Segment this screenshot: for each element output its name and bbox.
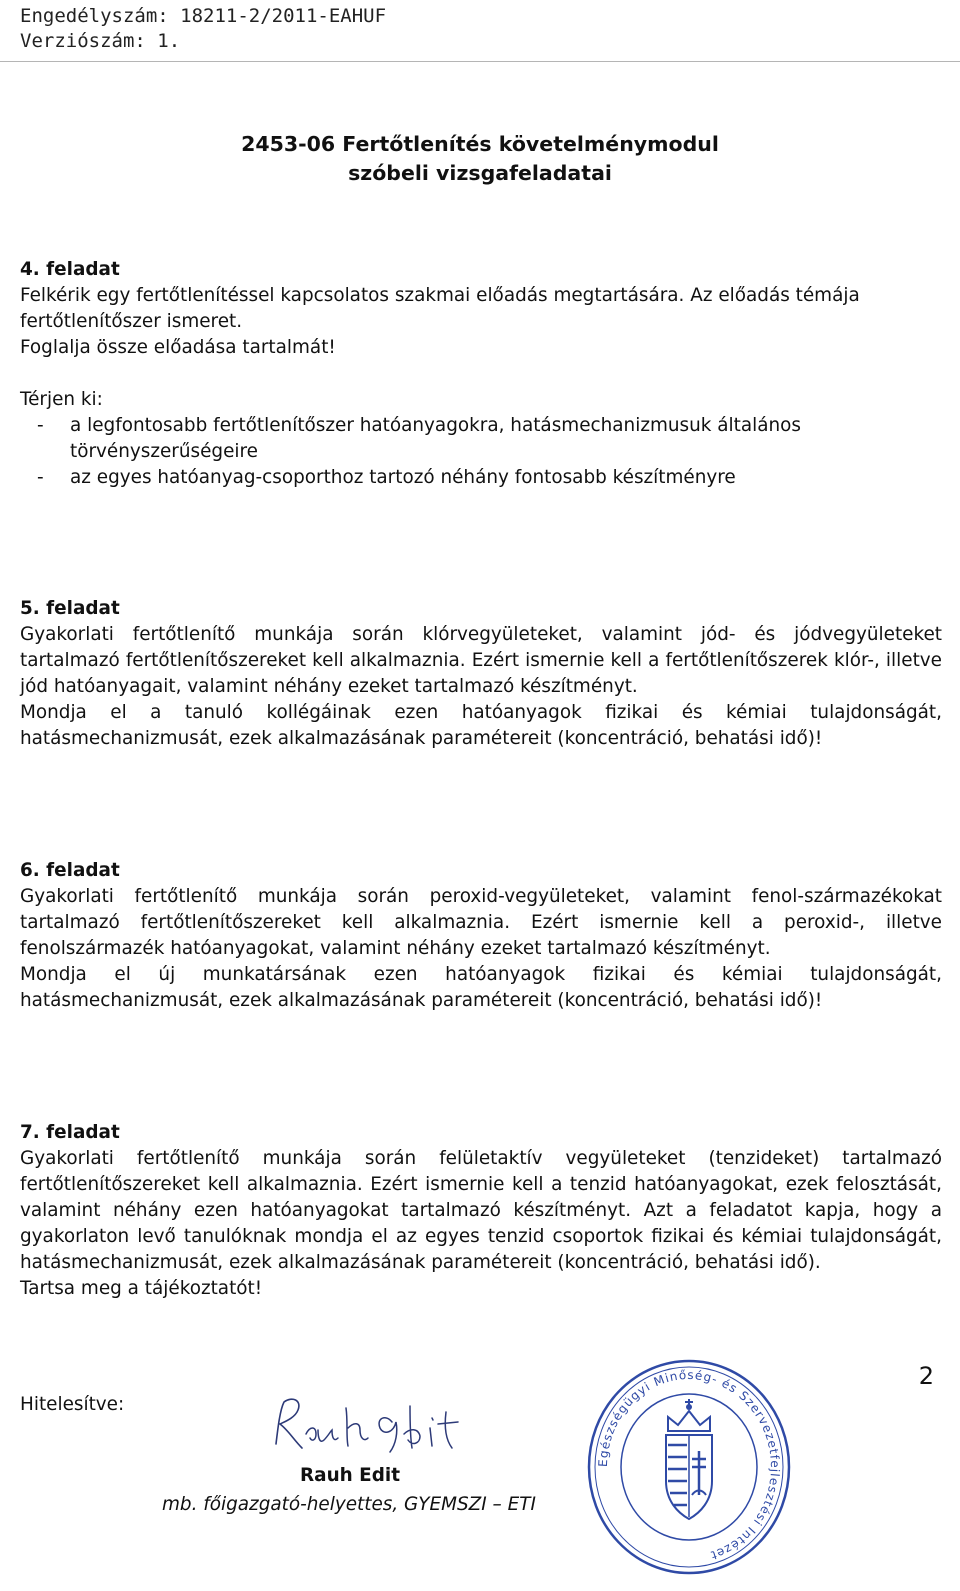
task-4-instruction: Foglalja össze előadása tartalmát!	[20, 337, 336, 358]
task-4-bullet	[20, 413, 942, 465]
task-5-heading: 5. feladat	[20, 598, 120, 619]
task-6	[20, 858, 942, 1014]
title-line-2: szóbeli vizsgafeladatai	[348, 161, 612, 185]
document-header	[20, 4, 386, 54]
title-line-1: 2453-06 Fertőtlenítés követelménymodul	[241, 132, 719, 156]
signer-name: Rauh Edit	[300, 1465, 400, 1486]
document-title	[0, 130, 960, 188]
task-4-bullet-list	[20, 413, 942, 491]
task-5-instruction: Mondja el a tanuló kollégáinak ezen hatóanyagok fizikai és kémiai tulajdonságát, hatásmechanizmusát, ezek alkalmazásának paramétereit (koncentráció, behatási idő)!	[20, 702, 942, 749]
task-7	[20, 1120, 942, 1302]
official-seal	[584, 1355, 794, 1580]
handwritten-signature	[262, 1392, 502, 1462]
task-6-instruction: Mondja el új munkatársának ezen hatóanyagok fizikai és kémiai tulajdonságát, hatásmechanizmusát, ezek alkalmazásának paramétereit (koncentráció, behatási idő)!	[20, 964, 942, 1011]
header-divider	[0, 61, 960, 62]
task-7-instruction: Tartsa meg a tájékoztatót!	[20, 1278, 263, 1299]
task-4-lead: Térjen ki:	[20, 389, 103, 410]
bullet-text: a legfontosabb fertőtlenítőszer hatóanyagokra, hatásmechanizmusuk általános törvényszerűségeire	[70, 415, 802, 462]
task-4-intro: Felkérik egy fertőtlenítéssel kapcsolatos szakmai előadás megtartására. Az előadás témája fertőtlenítőszer ismeret.	[20, 285, 860, 332]
task-7-body: Gyakorlati fertőtlenítő munkája során felületaktív vegyületeket (tenzideket) tartalmazó fertőtlenítőszereket kell alkalmaznia. Ezért ismernie kell a tenzid hatóanyagokat, ezek felosztását, valamint néhány ezen hatóanyagokat tartalmazó készítményt. Azt a feladatot kapja, hogy a gyakorlaton levő tanulóknak mondja el az egyes tenzid csoportok fizikai és kémiai tulajdonságát, hatásmechanizmusát, ezek alkalmazásának paramétereit (koncentráció, behatási idő).	[20, 1148, 942, 1273]
signer-title: mb. főigazgató-helyettes, GYEMSZI – ETI	[162, 1494, 536, 1515]
seal-text: Egészségügyi Minőség- és Szervezetfejlesztési Intézet	[595, 1367, 783, 1563]
task-5	[20, 596, 942, 752]
license-number: Engedélyszám: 18211-2/2011-EAHUF	[20, 5, 387, 27]
version-number: Verziószám: 1.	[20, 30, 181, 52]
task-6-heading: 6. feladat	[20, 860, 120, 881]
certified-label: Hitelesítve:	[20, 1394, 125, 1415]
task-4-heading: 4. feladat	[20, 259, 120, 280]
task-6-body: Gyakorlati fertőtlenítő munkája során peroxid-vegyületeket, valamint fenol-származékokat tartalmazó fertőtlenítőszereket kell alkalmaznia. Ezért ismernie kell a peroxid-, illetve fenolszármazék hatóanyagokat, valamint néhány ezeket tartalmazó készítményt.	[20, 886, 942, 959]
bullet-dash: -	[37, 467, 44, 488]
bullet-text: az egyes hatóanyag-csoporthoz tartozó néhány fontosabb készítményre	[70, 467, 736, 488]
task-5-body: Gyakorlati fertőtlenítő munkája során klórvegyületeket, valamint jód- és jódvegyületeket tartalmazó fertőtlenítőszereket kell alkalmaznia. Ezért ismernie kell a fertőtlenítőszerek klór-, illetve jód hatóanyagait, valamint néhány ezeket tartalmazó készítményt.	[20, 624, 942, 697]
page-number: 2	[918, 1362, 934, 1390]
task-4	[20, 257, 942, 491]
task-4-bullet	[20, 465, 942, 491]
bullet-dash: -	[37, 415, 44, 436]
task-7-heading: 7. feladat	[20, 1122, 120, 1143]
